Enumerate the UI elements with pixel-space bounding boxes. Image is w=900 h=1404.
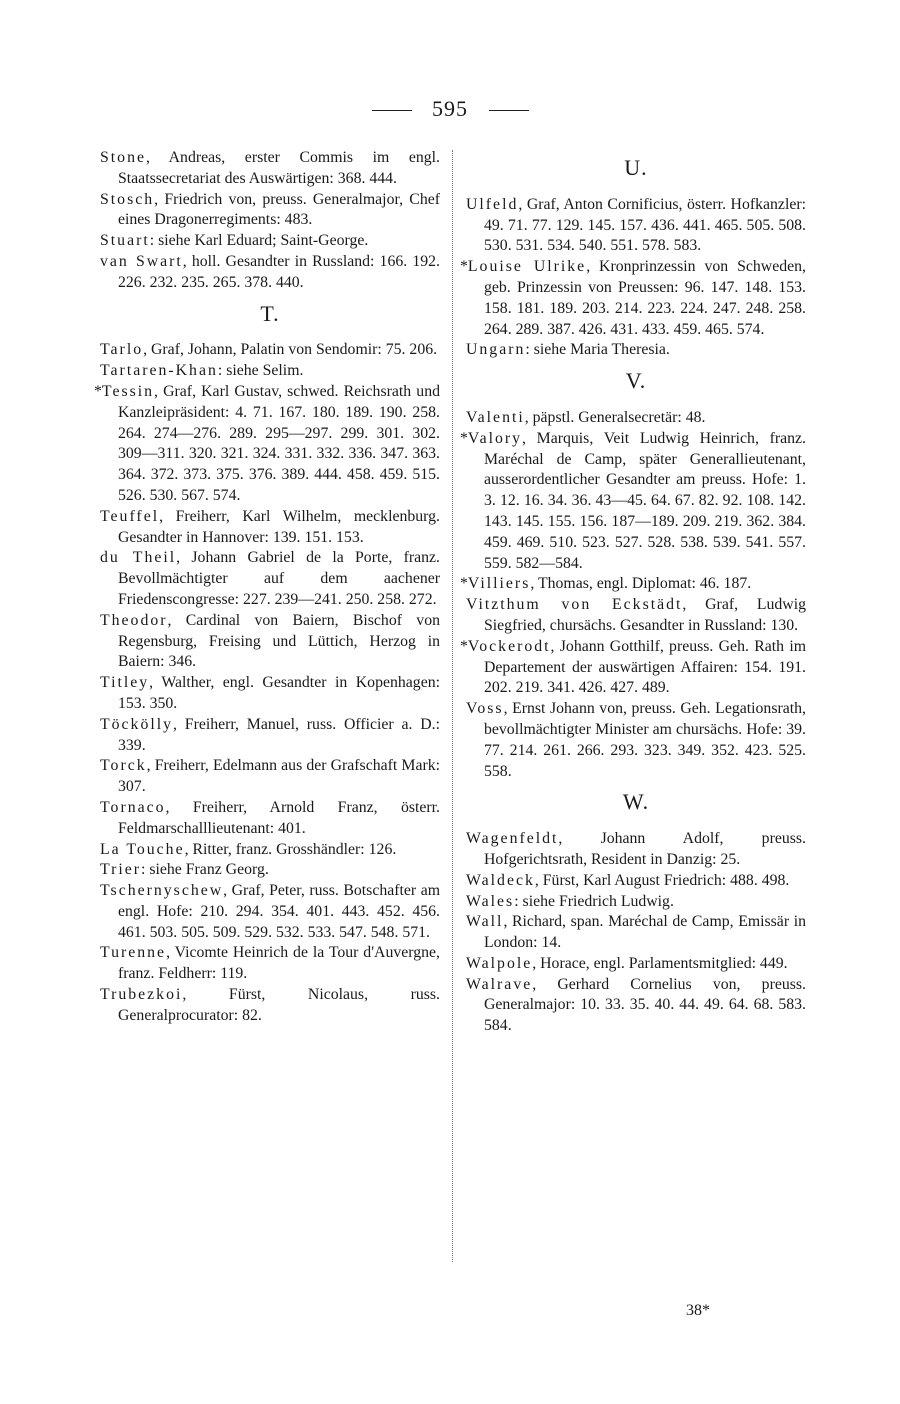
asterisk-mark: *	[460, 258, 468, 276]
header-dash-right	[489, 110, 529, 111]
index-entry	[100, 715, 440, 757]
entry-name: Theodor	[100, 611, 168, 629]
entry-name: Ungarn	[466, 341, 526, 359]
entry-text: , Horace, engl. Parlamentsmitglied: 449.	[532, 954, 788, 972]
entry-name: Tornaco	[100, 798, 166, 816]
entry-name: Stuart	[100, 232, 150, 250]
index-entry	[100, 507, 440, 549]
entry-text: , Richard, span. Maréchal de Camp, Emissär in London: 14.	[484, 913, 806, 952]
entry-name: du Theil	[100, 549, 177, 567]
entry-text: , Andreas, erster Commis im engl. Staatssecretariat des Auswärtigen: 368. 444.	[118, 149, 440, 187]
entry-text: : siehe Friedrich Ludwig.	[514, 892, 674, 910]
entry-name: Walpole	[466, 954, 533, 972]
index-entry	[100, 548, 440, 610]
entry-text: , Ritter, franz. Grosshändler: 126.	[184, 840, 397, 858]
section-heading: W.	[622, 789, 650, 815]
entry-text: , Fürst, Nicolaus, russ. Generalprocurator: 82.	[118, 986, 440, 1024]
index-entry	[466, 340, 806, 361]
index-entry	[466, 892, 806, 913]
entry-name: Voss	[466, 700, 504, 718]
entry-text: : siehe Maria Theresia.	[525, 341, 670, 359]
entry-name: Trubezkoi	[100, 986, 183, 1004]
entry-name: Ulfeld	[466, 195, 519, 213]
entry-name: La Touche	[100, 840, 185, 858]
index-entry	[100, 840, 440, 861]
index-entry	[100, 611, 440, 673]
index-entry	[100, 881, 440, 943]
entry-name: Villiers	[467, 575, 531, 593]
entry-text: , Thomas, engl. Diplomat: 46. 187.	[530, 575, 752, 593]
index-entry	[94, 382, 440, 507]
asterisk-mark: *	[460, 637, 468, 655]
entry-text: , Johann Adolf, preuss. Hofgerichtsrath, Resident in Danzig: 25.	[484, 830, 806, 868]
entry-text: , Fürst, Karl August Friedrich: 488. 498.	[534, 871, 790, 889]
entry-text: : siehe Selim.	[217, 362, 304, 380]
index-entry	[466, 595, 806, 637]
index-entry	[100, 148, 440, 190]
index-entry	[466, 912, 806, 954]
entry-name: Vitzthum von Eckstädt	[466, 596, 683, 614]
entry-text: : siehe Franz Georg.	[141, 861, 269, 879]
entry-name: Waldeck	[466, 871, 535, 889]
entry-text: , Freiherr, Edelmann aus der Grafschaft Mark: 307.	[118, 757, 440, 796]
signature-mark: 38*	[686, 1302, 710, 1319]
index-entry	[460, 429, 806, 575]
entry-text: , Gerhard Cornelius von, preuss. Generalmajor: 10. 33. 35. 40. 44. 49. 64. 68. 583. 584.	[484, 975, 806, 1035]
section-heading: U.	[624, 155, 648, 180]
entry-name: Torck	[100, 757, 147, 775]
entry-name: Töckölly	[100, 715, 174, 733]
index-entry	[460, 637, 806, 699]
entry-text: , Graf, Ludwig Siegfried, chursächs. Gesandter in Russland: 130.	[484, 596, 806, 634]
index-entry	[100, 231, 440, 252]
index-entry	[100, 756, 440, 798]
entry-text: , Vicomte Heinrich de la Tour d'Auvergne, franz. Feldherr: 119.	[118, 944, 440, 983]
entry-text: , Graf, Johann, Palatin von Sendomir: 75. 206.	[143, 341, 438, 359]
column-divider	[452, 150, 453, 1262]
entry-text: , Graf, Karl Gustav, schwed. Reichsrath und Kanzleipräsident: 4. 71. 167. 180. 189. 190. 258. 264. 274—276. 289. 295—297. 299. 301. 302. 309—311. 320. 321. 324. 331. 332. 336. 347. 363. 364. 372. 373. 375. 376. 389. 444. 458. 459. 515. 526. 530. 567. 574.	[118, 382, 440, 504]
index-entry	[100, 943, 440, 985]
index-entry	[100, 340, 440, 361]
asterisk-mark: *	[460, 429, 468, 447]
entry-name: Valenti	[466, 408, 525, 426]
entry-name: Valory	[467, 429, 523, 447]
index-entry	[100, 673, 440, 715]
index-entry	[100, 798, 440, 840]
entry-text: , Friedrich von, preuss. Generalmajor, Chef eines Dragonerregiments: 483.	[118, 190, 440, 229]
index-entry	[466, 408, 806, 429]
index-entry	[466, 871, 806, 892]
entry-name: Walrave	[466, 975, 533, 993]
entry-text: , Freiherr, Manuel, russ. Officier a. D.: 339.	[118, 715, 440, 754]
entry-name: van Swart	[100, 252, 183, 270]
index-entry	[466, 954, 806, 975]
entry-name: Titley	[100, 674, 150, 692]
index-entry	[100, 190, 440, 232]
entry-name: Wall	[466, 913, 504, 931]
header-dash-left	[372, 110, 412, 111]
entry-text: , Graf, Anton Cornificius, österr. Hofkanzler: 49. 71. 77. 129. 145. 157. 436. 441. 465. 505. 508. 530. 531. 534. 540. 551. 578. 583.	[484, 195, 806, 255]
page-number: 595	[432, 96, 468, 121]
entry-name: Trier	[100, 861, 142, 879]
entry-text: , Kronprinzessin von Schweden, geb. Prinzessin von Preussen: 96. 147. 148. 153. 158. 181. 189. 203. 214. 223. 224. 247. 248. 258. 264. 289. 387. 426. 431. 433. 459. 465. 574.	[484, 258, 806, 338]
entry-name: Tartaren-Khan	[100, 362, 218, 380]
entry-text: , Freiherr, Karl Wilhelm, mecklenburg. Gesandter in Hannover: 139. 151. 153.	[118, 507, 440, 546]
entry-name: Teuffel	[100, 507, 160, 525]
index-entry	[460, 257, 806, 340]
entry-name: Tarlo	[100, 341, 144, 359]
index-entry	[466, 829, 806, 871]
entry-text: , Graf, Peter, russ. Botschafter am engl. Hofe: 210. 294. 354. 401. 443. 452. 456. 461. 503. 505. 509. 529. 532. 533. 547. 548. 571.	[118, 882, 440, 941]
index-entry	[100, 985, 440, 1027]
entry-name: Vockerodt	[467, 637, 551, 655]
section-heading: V.	[625, 368, 647, 394]
entry-text: , Walther, engl. Gesandter in Kopenhagen: 153. 350.	[118, 674, 440, 712]
entry-name: Wagenfeldt	[466, 830, 559, 848]
entry-name: Stosch	[100, 190, 155, 208]
entry-text: , Johann Gabriel de la Porte, franz. Bevollmächtigter auf dem aachener Friedenscongresse: 227. 239—241. 250. 258. 272.	[118, 549, 440, 608]
index-column-left	[94, 148, 440, 1027]
entry-text: , Cardinal von Baiern, Bischof von Regensburg, Freising und Lüttich, Herzog in Baiern: 346.	[118, 611, 440, 671]
entry-text: , Marquis, Veit Ludwig Heinrich, franz. Maréchal de Camp, später Generallieutenant, ausserordentlicher Gesandter am preuss. Hofe: 1. 3. 12. 16. 34. 36. 43—45. 64. 67. 82. 92. 108. 142. 143. 145. 155. 156. 187—189. 209. 219. 362. 384. 459. 469. 510. 523. 527. 528. 538. 539. 541. 557. 559. 582—584.	[484, 429, 806, 572]
index-entry	[466, 699, 806, 782]
entry-name: Wales	[466, 892, 515, 910]
entry-name: Turenne	[100, 944, 167, 962]
asterisk-mark: *	[460, 575, 468, 593]
entry-name: Tschernyschew	[100, 882, 224, 900]
entry-name: Stone	[100, 149, 146, 166]
entry-text: , Freiherr, Arnold Franz, österr. Feldmarschalllieutenant: 401.	[118, 798, 440, 837]
asterisk-mark: *	[94, 382, 102, 400]
entry-text: : siehe Karl Eduard; Saint-George.	[149, 232, 369, 250]
index-entry	[100, 860, 440, 881]
index-entry	[100, 361, 440, 382]
page-header	[0, 96, 900, 122]
entry-text: , päpstl. Generalsecretär: 48.	[524, 408, 706, 426]
section-heading: T.	[260, 300, 280, 326]
index-column-right	[460, 148, 806, 1037]
index-entry	[466, 195, 806, 257]
index-entry	[460, 574, 806, 595]
entry-name: Louise Ulrike	[467, 258, 587, 276]
index-entry	[466, 975, 806, 1037]
entry-name: Tessin	[101, 382, 155, 400]
entry-text: , Ernst Johann von, preuss. Geh. Legationsrath, bevollmächtigter Minister am chursächs. Hofe: 39. 77. 214. 261. 266. 293. 323. 349. 352. 423. 525. 558.	[484, 700, 806, 780]
index-entry	[100, 252, 440, 294]
entry-text: , Johann Gotthilf, preuss. Geh. Rath im Departement der auswärtigen Affairen: 154. 191. 202. 219. 341. 426. 427. 489.	[484, 637, 806, 697]
entry-text: , holl. Gesandter in Russland: 166. 192. 226. 232. 235. 265. 378. 440.	[118, 252, 440, 291]
